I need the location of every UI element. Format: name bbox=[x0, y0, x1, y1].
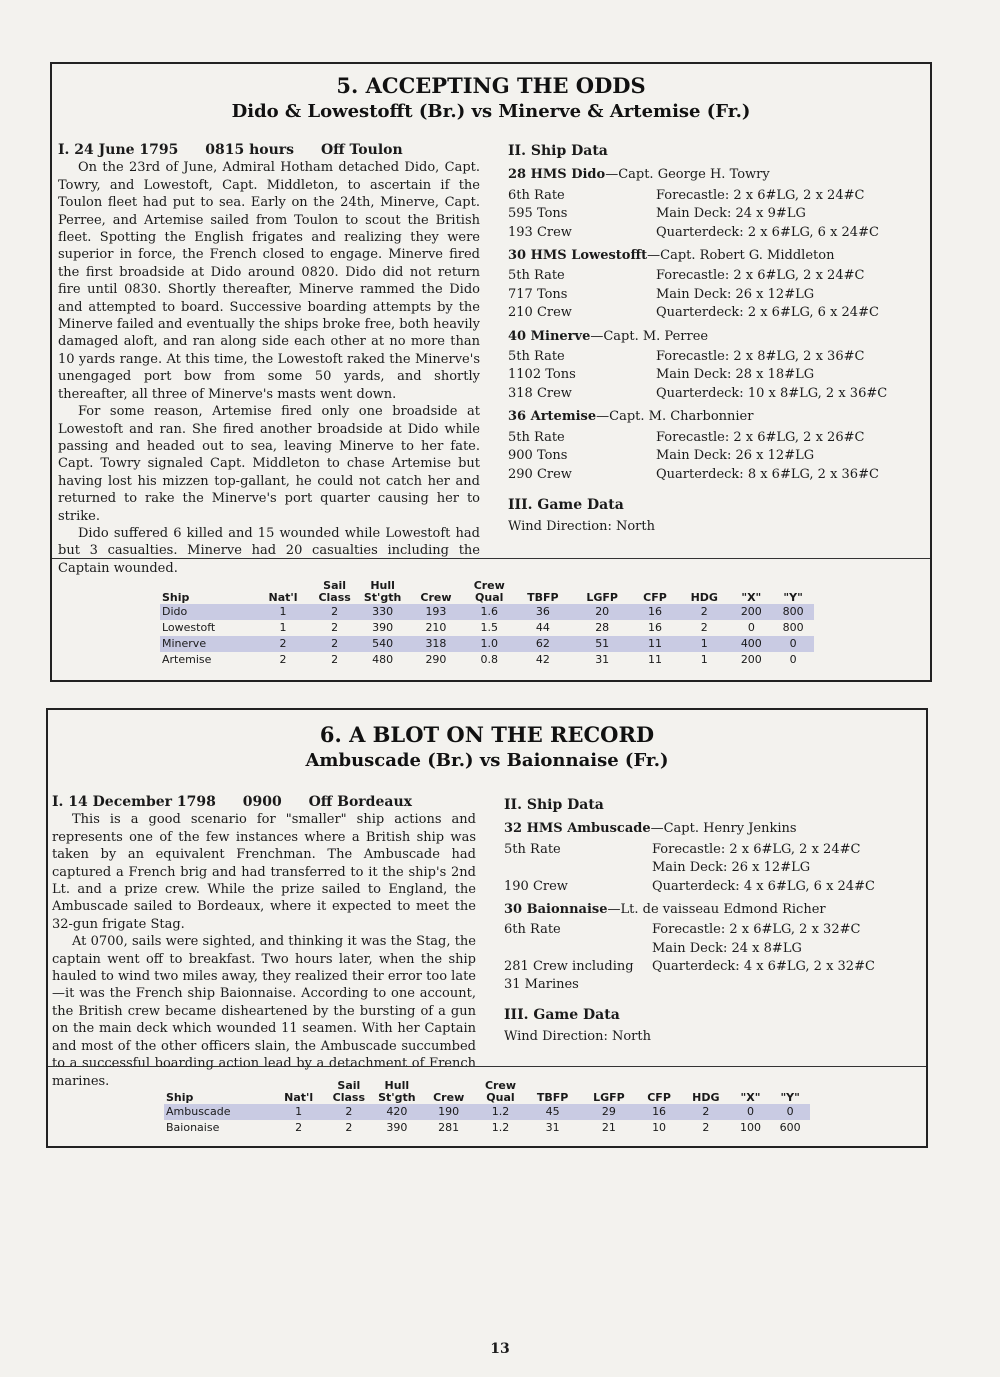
table-cell: 0.8 bbox=[480, 653, 498, 666]
table-cell: 1 bbox=[273, 1104, 325, 1120]
table-cell: 21 bbox=[601, 1121, 616, 1134]
scenario-6-box bbox=[46, 708, 928, 1148]
column-header: Nat'l bbox=[268, 591, 298, 604]
table-cell: 390 bbox=[372, 621, 394, 634]
wind-direction: Wind Direction: North bbox=[508, 519, 655, 535]
table-cell: 20 bbox=[572, 604, 631, 620]
ship-specs bbox=[508, 267, 928, 321]
table-cell: 16 bbox=[632, 604, 678, 620]
table-cell: 480 bbox=[372, 653, 394, 666]
table-cell: 11 bbox=[648, 653, 662, 666]
table-cell: Minerve bbox=[160, 636, 255, 652]
ship-armament: Main Deck: 24 x 9#LG bbox=[656, 206, 806, 222]
ship-list bbox=[504, 820, 924, 993]
ship-captain: —Capt. M. Perree bbox=[590, 328, 709, 344]
scenario-time: 0815 hours bbox=[205, 142, 295, 158]
ship-stat: 318 Crew bbox=[508, 385, 572, 401]
ship-name: 32 HMS Ambuscade bbox=[504, 821, 651, 837]
table-cell: 1.0 bbox=[465, 636, 513, 652]
table-cell: 2 bbox=[702, 1121, 710, 1134]
table-cell: 800 bbox=[772, 604, 814, 620]
ship-captain: —Capt. M. Charbonnier bbox=[596, 409, 754, 425]
scenario-title: 5. ACCEPTING THE ODDS bbox=[336, 73, 646, 98]
scenario-place: Off Bordeaux bbox=[308, 794, 412, 810]
table-cell: 100 bbox=[740, 1121, 761, 1134]
ship-stat: 717 Tons bbox=[508, 286, 568, 302]
ship-armament: Main Deck: 28 x 18#LG bbox=[656, 367, 815, 383]
scenario-narrative bbox=[52, 794, 476, 1090]
table-divider bbox=[48, 1066, 926, 1067]
ship-stat: 595 Tons bbox=[508, 206, 568, 222]
scenario-5-box bbox=[50, 62, 932, 682]
ship-stat: 210 Crew bbox=[508, 305, 572, 321]
ship-armament: Quarterdeck: 10 x 8#LG, 2 x 36#C bbox=[656, 385, 888, 401]
column-header: Hull St'gth bbox=[363, 579, 402, 604]
ship-stat: 6th Rate bbox=[504, 922, 561, 938]
table-cell: 1 bbox=[279, 621, 287, 634]
ship-heading bbox=[504, 901, 924, 918]
table-cell: 45 bbox=[525, 1104, 581, 1120]
ship-captain: —Capt. Henry Jenkins bbox=[650, 821, 797, 837]
column-header: CFP bbox=[647, 1091, 671, 1104]
table-cell: 51 bbox=[572, 636, 631, 652]
table-cell: 16 bbox=[648, 621, 662, 634]
scenario-time: 0900 bbox=[242, 794, 282, 810]
ship-armament: Main Deck: 24 x 8#LG bbox=[652, 940, 802, 956]
table-cell: 210 bbox=[425, 621, 447, 634]
column-header: "X" bbox=[741, 591, 762, 604]
scenario-date: I. 14 December 1798 bbox=[52, 794, 216, 810]
ship-list bbox=[508, 166, 928, 483]
scenario-subtitle: Ambuscade (Br.) vs Baionnaise (Fr.) bbox=[305, 750, 669, 771]
column-header: Sail Class bbox=[318, 579, 351, 604]
table-cell: 200 bbox=[740, 653, 762, 666]
column-header: Crew Qual bbox=[484, 1079, 517, 1104]
table-cell: 2 bbox=[255, 636, 310, 652]
ship-stat: 5th Rate bbox=[504, 841, 561, 857]
ship-stat: 193 Crew bbox=[508, 224, 572, 240]
ship-stat: 900 Tons bbox=[508, 448, 568, 464]
ship-captain: —Capt. George H. Towry bbox=[605, 167, 770, 183]
table-cell: 190 bbox=[421, 1104, 477, 1120]
table-cell: 2 bbox=[311, 636, 359, 652]
table-cell: 200 bbox=[730, 604, 772, 620]
ship-specs bbox=[508, 187, 928, 241]
table-cell: 2 bbox=[325, 1104, 373, 1120]
ship-specs bbox=[504, 841, 924, 895]
table-cell: 2 bbox=[279, 653, 287, 666]
table-cell: 318 bbox=[407, 636, 466, 652]
table-divider bbox=[52, 558, 930, 559]
table-row bbox=[160, 636, 814, 652]
table-cell: 400 bbox=[730, 636, 772, 652]
column-header: Hull St'gth bbox=[378, 1079, 416, 1104]
narrative-paragraph: For some reason, Artemise fired only one broadside at Lowestoft and ran. She fired another broadside at Dido while passing and headed out to sea, leaving Minerve to her fate. Capt. Towry signaled Capt. Middleton to chase Artemise but having lost his mizzen top-gallant, he could not catch her and returned to rake the Minerve's port quarter causing her to strike. bbox=[58, 404, 480, 524]
table-cell: 1.5 bbox=[480, 621, 498, 634]
table-cell: 2 bbox=[295, 1121, 303, 1134]
ship-name: 30 HMS Lowestofft bbox=[508, 248, 648, 264]
ship-data-title: II. Ship Data bbox=[504, 797, 604, 813]
table-cell: 1.2 bbox=[491, 1121, 510, 1134]
narrative-paragraph: This is a good scenario for "smaller" ship actions and represents one of the few instances where a British ship was taken by an equivalent Frenchman. The Ambuscade had captured a French brig and had transferred to it the ship's 2nd Lt. and a prize crew. While the prize sailed to England, the Ambuscade sailed to Bordeaux, where it expected to meet the 32-gun frigate Stag. bbox=[52, 812, 476, 932]
column-header: LGFP bbox=[586, 591, 618, 604]
ship-armament: Quarterdeck: 4 x 6#LG, 6 x 24#C bbox=[652, 878, 875, 894]
scenario-place: Off Toulon bbox=[320, 142, 403, 158]
table-cell: 36 bbox=[513, 604, 572, 620]
table-cell: 28 bbox=[595, 621, 610, 634]
table-cell: 0 bbox=[770, 1104, 810, 1120]
column-header: Ship bbox=[162, 591, 190, 604]
ship-heading bbox=[504, 820, 924, 837]
table-cell: 330 bbox=[359, 604, 407, 620]
ship-name: 30 Baionnaise bbox=[504, 902, 608, 918]
table-cell: 62 bbox=[513, 636, 572, 652]
ship-armament: Main Deck: 26 x 12#LG bbox=[656, 448, 815, 464]
table-cell: 42 bbox=[535, 653, 550, 666]
ship-stat bbox=[504, 940, 652, 957]
ship-armament: Forecastle: 2 x 6#LG, 2 x 24#C bbox=[652, 841, 861, 857]
column-header: "Y" bbox=[783, 591, 803, 604]
scenario-date: I. 24 June 1795 bbox=[58, 142, 179, 158]
table-cell: 0 bbox=[772, 636, 814, 652]
table-cell: Ambuscade bbox=[164, 1104, 273, 1120]
narrative-paragraph: At 0700, sails were sighted, and thinking it was the Stag, the captain went off to breakfast. Two hours later, when the ship hauled to wind two miles away, they realized their error too late—it was the French ship Baionnaise. According to one account, the British crew became disheartened by the bursting of a gun on the main deck which wounded 11 seamen. With her Captain and most of the other officers slain, the Ambuscade succumbed to a successful boarding action lead by a detachment of French marines. bbox=[52, 934, 476, 1089]
ship-data-section bbox=[508, 143, 928, 536]
table-cell: Baionaise bbox=[166, 1121, 220, 1134]
table-row bbox=[160, 652, 814, 668]
ship-armament: Quarterdeck: 2 x 6#LG, 6 x 24#C bbox=[656, 224, 879, 240]
ship-armament: Quarterdeck: 8 x 6#LG, 2 x 36#C bbox=[656, 466, 879, 482]
scenario-header bbox=[58, 142, 480, 159]
wind-direction: Wind Direction: North bbox=[504, 1029, 651, 1045]
table-cell: Artemise bbox=[162, 653, 212, 666]
table-cell: 1 bbox=[700, 653, 708, 666]
page-number: 13 bbox=[490, 1341, 510, 1357]
column-header: "X" bbox=[740, 1091, 761, 1104]
game-data-title: III. Game Data bbox=[508, 496, 624, 513]
table-cell: Lowestoft bbox=[162, 621, 216, 634]
table-cell: 600 bbox=[779, 1121, 801, 1134]
table-cell: 0 bbox=[731, 1104, 771, 1120]
column-header: LGFP bbox=[593, 1091, 625, 1104]
ship-name: 28 HMS Dido bbox=[508, 167, 606, 183]
table-cell: 800 bbox=[782, 621, 804, 634]
table-header-row bbox=[164, 1080, 810, 1104]
ship-stat: 5th Rate bbox=[508, 349, 565, 365]
ship-armament: Forecastle: 2 x 6#LG, 2 x 24#C bbox=[656, 268, 865, 284]
column-header: Crew bbox=[433, 1091, 465, 1104]
table-row bbox=[164, 1104, 810, 1120]
column-header: Ship bbox=[166, 1091, 194, 1104]
ship-stat: 5th Rate bbox=[508, 268, 565, 284]
table-cell: 420 bbox=[373, 1104, 421, 1120]
ship-specs bbox=[508, 348, 928, 402]
ship-armament: Quarterdeck: 2 x 6#LG, 6 x 24#C bbox=[656, 305, 879, 321]
table-cell: 31 bbox=[595, 653, 610, 666]
column-header: TBFP bbox=[536, 1091, 569, 1104]
ship-stat: 1102 Tons bbox=[508, 367, 576, 383]
ship-heading bbox=[508, 408, 928, 425]
column-header: HDG bbox=[692, 1091, 720, 1104]
scenario-header bbox=[52, 794, 476, 811]
table-cell: 290 bbox=[425, 653, 447, 666]
ship-captain: —Capt. Robert G. Middleton bbox=[647, 248, 835, 264]
table-cell: 1 bbox=[255, 604, 310, 620]
table-cell: 2 bbox=[700, 621, 708, 634]
table-cell: 0 bbox=[789, 653, 797, 666]
ship-armament: Quarterdeck: 4 x 6#LG, 2 x 32#C bbox=[652, 959, 875, 975]
narrative-paragraph: Dido suffered 6 killed and 15 wounded while Lowestoft had but 3 casualties. Minerve had 20 casualties including the Captain wounded. bbox=[58, 525, 480, 576]
column-header: TBFP bbox=[527, 591, 559, 604]
table-row bbox=[160, 604, 814, 620]
column-header: HDG bbox=[690, 591, 718, 604]
table-cell: 540 bbox=[359, 636, 407, 652]
table-row bbox=[160, 620, 814, 636]
table-cell: 10 bbox=[652, 1121, 667, 1134]
scenario-narrative bbox=[58, 142, 480, 577]
table-cell: 1.6 bbox=[465, 604, 513, 620]
ship-heading bbox=[508, 328, 928, 345]
column-header: Nat'l bbox=[284, 1091, 314, 1104]
scenario-subtitle: Dido & Lowestofft (Br.) vs Minerve & Artemise (Fr.) bbox=[231, 101, 751, 122]
ship-name: 40 Minerve bbox=[508, 328, 591, 344]
table-cell: 2 bbox=[311, 604, 359, 620]
ship-stat: 6th Rate bbox=[508, 187, 565, 203]
scenario-title: 6. A BLOT ON THE RECORD bbox=[319, 722, 655, 747]
table-row bbox=[164, 1120, 810, 1136]
table-cell: 0 bbox=[747, 621, 755, 634]
column-header: "Y" bbox=[780, 1091, 800, 1104]
table-cell: 1.2 bbox=[477, 1104, 525, 1120]
game-stats-table bbox=[164, 1080, 810, 1136]
table-cell: 390 bbox=[386, 1121, 408, 1134]
ship-data-section bbox=[504, 797, 924, 1046]
narrative-paragraph: On the 23rd of June, Admiral Hotham detached Dido, Capt. Towry, and Lowestoft, Capt. Middleton, to ascertain if the Toulon fleet had put to sea. Early on the 24th, Minerve, Capt. Perree, and Artemise sailed from Toulon to scout the British fleet. Spotting the English frigates and realizing they were superior in force, the French closed to engage. Minerve fired the first broadside at Dido around 0820. Dido did not return fire until 0830. Shortly thereafter, Minerve rammed the Dido and attempted to board. Successive boarding attempts by the Minerve failed and eventually the ships broke free, both heavily damaged aloft, and ran along side each other at no more than 10 yards range. At this time, the Lowestoft raked the Minerve's unengaged port bow from some 50 yards, and shortly thereafter, all three of Minerve's masts went down. bbox=[58, 160, 480, 402]
ship-heading bbox=[508, 166, 928, 183]
table-cell: 281 bbox=[438, 1121, 460, 1134]
game-data-title: III. Game Data bbox=[504, 1007, 620, 1024]
table-cell: Dido bbox=[160, 604, 255, 620]
table-cell: 16 bbox=[637, 1104, 681, 1120]
ship-armament: Forecastle: 2 x 6#LG, 2 x 32#C bbox=[652, 922, 861, 938]
table-cell: 2 bbox=[681, 1104, 731, 1120]
ship-captain: —Lt. de vaisseau Edmond Richer bbox=[607, 902, 826, 918]
ship-stat: 281 Crew including 31 Marines bbox=[504, 959, 634, 992]
table-cell: 31 bbox=[545, 1121, 560, 1134]
table-cell: 2 bbox=[678, 604, 730, 620]
ship-armament: Forecastle: 2 x 8#LG, 2 x 36#C bbox=[656, 349, 865, 365]
table-cell: 193 bbox=[407, 604, 466, 620]
ship-name: 36 Artemise bbox=[508, 409, 597, 425]
table-cell: 2 bbox=[331, 653, 339, 666]
ship-specs bbox=[504, 921, 924, 993]
ship-data-title: II. Ship Data bbox=[508, 143, 608, 159]
ship-armament: Forecastle: 2 x 6#LG, 2 x 24#C bbox=[656, 187, 865, 203]
table-header-row bbox=[160, 580, 814, 604]
column-header: CFP bbox=[643, 591, 667, 604]
game-stats-table bbox=[160, 580, 814, 668]
ship-specs bbox=[508, 429, 928, 483]
ship-armament: Main Deck: 26 x 12#LG bbox=[652, 860, 811, 876]
ship-armament: Forecastle: 2 x 6#LG, 2 x 26#C bbox=[656, 429, 865, 445]
table-cell: 29 bbox=[581, 1104, 637, 1120]
ship-stat bbox=[504, 859, 652, 876]
column-header: Sail Class bbox=[332, 1079, 366, 1104]
table-cell: 1 bbox=[678, 636, 730, 652]
table-cell: 44 bbox=[535, 621, 550, 634]
ship-stat: 5th Rate bbox=[508, 429, 565, 445]
table-cell: 2 bbox=[331, 621, 339, 634]
column-header: Crew Qual bbox=[473, 579, 505, 604]
column-header: Crew bbox=[420, 591, 452, 604]
ship-heading bbox=[508, 247, 928, 264]
ship-stat: 190 Crew bbox=[504, 878, 568, 894]
ship-armament: Main Deck: 26 x 12#LG bbox=[656, 286, 815, 302]
ship-stat: 290 Crew bbox=[508, 466, 572, 482]
table-cell: 11 bbox=[632, 636, 678, 652]
table-cell: 2 bbox=[345, 1121, 353, 1134]
